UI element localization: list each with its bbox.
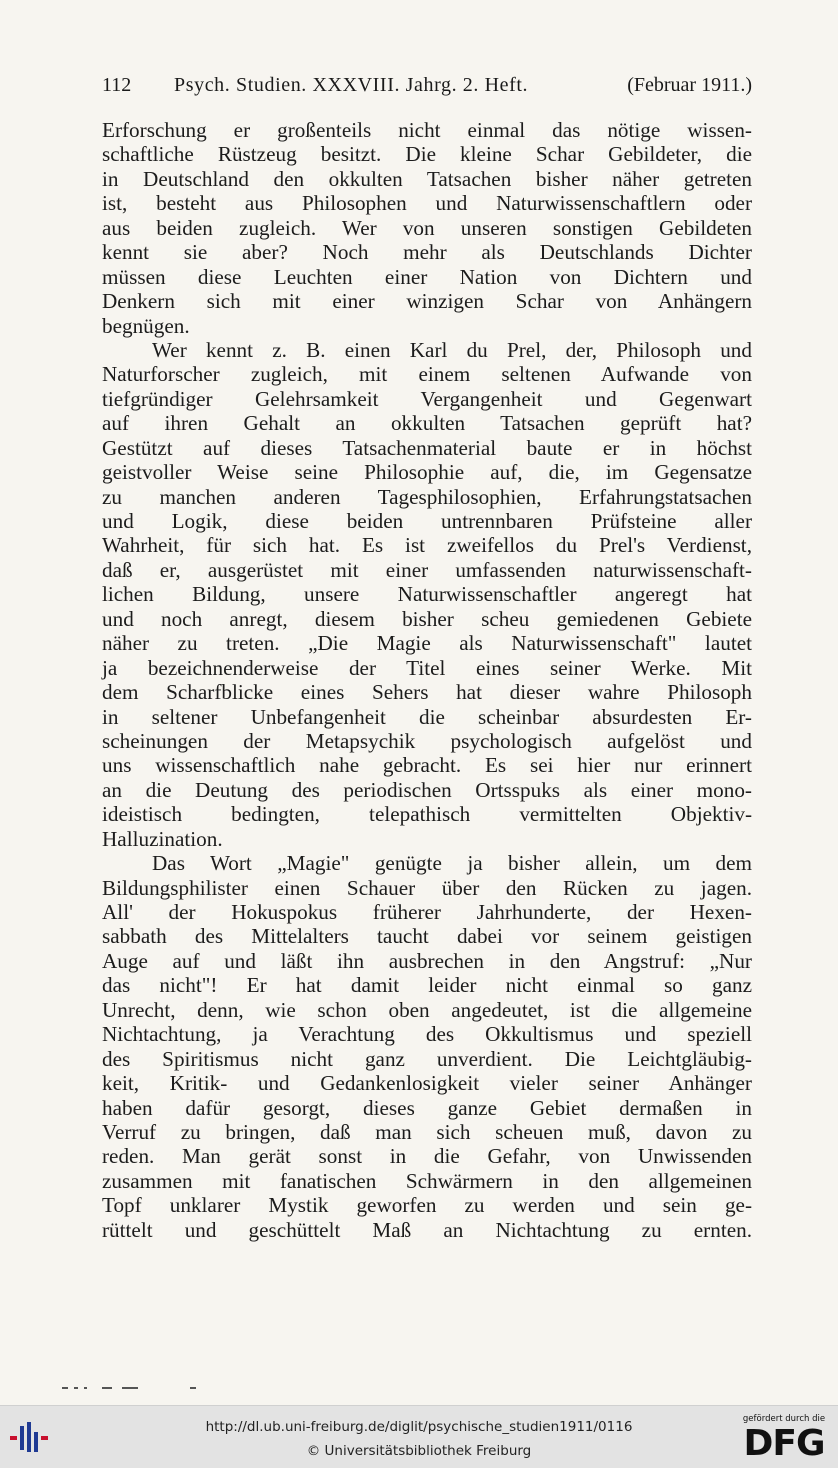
text-line: ist, besteht aus Philosophen und Naturwissenschaftlern oder bbox=[102, 191, 752, 216]
text-line: kennt sie aber? Noch mehr als Deutschlands Dichter bbox=[102, 240, 752, 265]
text-line: ja bezeichnenderweise der Titel eines seiner Werke. Mit bbox=[102, 655, 752, 680]
text-line: Auge auf und läßt ihn ausbrechen in den Angstruf: „Nur bbox=[102, 948, 752, 973]
source-url-link[interactable]: http://dl.ub.uni-freiburg.de/diglit/psychische_studien1911/0116 bbox=[205, 1419, 633, 1435]
text-line: Denkern sich mit einer winzigen Schar von Anhängern bbox=[102, 289, 752, 314]
text-line: und noch anregt, diesem bisher scheu gemiedenen Gebiete bbox=[102, 606, 752, 631]
copyright-notice: © Universitätsbibliothek Freiburg bbox=[306, 1443, 532, 1459]
text-line: sabbath des Mittelalters taucht dabei vor seinem geistigen bbox=[102, 924, 752, 949]
text-line: scheinungen der Metapsychik psychologisch aufgelöst und bbox=[102, 728, 752, 753]
text-line: zu manchen anderen Tagesphilosophien, Erfahrungstatsachen bbox=[102, 484, 752, 509]
text-line: näher zu treten. „Die Magie als Naturwissenschaft" lautet bbox=[102, 631, 752, 656]
text-line: lichen Bildung, unsere Naturwissenschaftler angeregt hat bbox=[102, 582, 752, 607]
text-line: tiefgründiger Gelehrsamkeit Vergangenheit und Gegenwart bbox=[102, 386, 752, 411]
scan-artifact-marks bbox=[62, 1385, 202, 1391]
text-line: Nichtachtung, ja Verachtung des Okkultismus und speziell bbox=[102, 1022, 752, 1047]
text-line: uns wissenschaftlich nahe gebracht. Es sei hier nur erinnert bbox=[102, 753, 752, 778]
text-line: auf ihren Gehalt an okkulten Tatsachen geprüft hat? bbox=[102, 411, 752, 436]
text-line: Bildungsphilister einen Schauer über den Rücken zu jagen. bbox=[102, 875, 752, 900]
page-number: 112 bbox=[102, 74, 132, 96]
text-line: Erforschung er großenteils nicht einmal das nötige wissen- bbox=[102, 118, 752, 142]
text-line: des Spiritismus nicht ganz unverdient. Die Leichtgläubig- bbox=[102, 1046, 752, 1071]
body-text bbox=[102, 118, 752, 1242]
text-line: und Logik, diese beiden untrennbaren Prüfsteine aller bbox=[102, 509, 752, 533]
running-header bbox=[102, 74, 752, 102]
text-line: Topf unklarer Mystik geworfen zu werden und sein ge- bbox=[102, 1193, 752, 1218]
text-line: müssen diese Leuchten einer Nation von Dichtern und bbox=[102, 264, 752, 289]
text-line: aus beiden zugleich. Wer von unseren sonstigen Gebildeten bbox=[102, 215, 752, 240]
text-line: All' der Hokuspokus früherer Jahrhunderte, der Hexen- bbox=[102, 900, 752, 924]
text-line: geistvoller Weise seine Philosophie auf, die, im Gegensatze bbox=[102, 460, 752, 485]
text-line: begnügen. bbox=[102, 313, 190, 338]
text-line: daß er, ausgerüstet mit einer umfassenden naturwissenschaft- bbox=[102, 557, 752, 582]
text-line: ideistisch bedingten, telepathisch vermittelten Objektiv- bbox=[102, 802, 752, 827]
text-line: in Deutschland den okkulten Tatsachen bisher näher getreten bbox=[102, 166, 752, 191]
text-line: rüttelt und geschüttelt Maß an Nichtachtung zu ernten. bbox=[102, 1217, 752, 1242]
text-line: schaftliche Rüstzeug besitzt. Die kleine Schar Gebildeter, die bbox=[102, 142, 752, 167]
text-line: Wer kennt z. B. einen Karl du Prel, der, Philosoph und bbox=[152, 337, 752, 362]
text-line: an die Deutung des periodischen Ortsspuks als einer mono- bbox=[102, 777, 752, 802]
text-line: zusammen mit fanatischen Schwärmern in den allgemeinen bbox=[102, 1168, 752, 1193]
text-line: haben dafür gesorgt, dieses ganze Gebiet dermaßen in bbox=[102, 1095, 752, 1120]
viewer-footer bbox=[0, 1405, 838, 1468]
journal-title: Psych. Studien. XXXVIII. Jahrg. 2. Heft. bbox=[174, 74, 529, 96]
text-line: Verruf zu bringen, daß man sich scheuen muß, davon zu bbox=[102, 1119, 752, 1144]
text-line: Halluzination. bbox=[102, 826, 223, 851]
text-line: das nicht"! Er hat damit leider nicht einmal so ganz bbox=[102, 973, 752, 998]
text-line: Wahrheit, für sich hat. Es ist zweifellos du Prel's Verdienst, bbox=[102, 533, 752, 558]
dfg-wordmark: DFG bbox=[743, 1423, 825, 1464]
text-line: Naturforscher zugleich, mit einem seltenen Aufwande von bbox=[102, 362, 752, 387]
text-line: reden. Man gerät sonst in die Gefahr, von Unwissenden bbox=[102, 1144, 752, 1169]
dfg-caption: gefördert durch die bbox=[742, 1414, 826, 1424]
text-line: in seltener Unbefangenheit die scheinbar absurdesten Er- bbox=[102, 704, 752, 729]
text-line: keit, Kritik- und Gedankenlosigkeit vieler seiner Anhänger bbox=[102, 1071, 752, 1096]
text-line: Unrecht, denn, wie schon oben angedeutet, ist die allgemeine bbox=[102, 997, 752, 1022]
issue-date: (Februar 1911.) bbox=[627, 74, 752, 96]
text-line: dem Scharfblicke eines Sehers hat dieser wahre Philosoph bbox=[102, 680, 752, 705]
dfg-logo bbox=[740, 1414, 828, 1464]
text-line: Das Wort „Magie" genügte ja bisher allein, um dem bbox=[152, 851, 752, 876]
text-line: Gestützt auf dieses Tatsachenmaterial baute er in höchst bbox=[102, 435, 752, 460]
